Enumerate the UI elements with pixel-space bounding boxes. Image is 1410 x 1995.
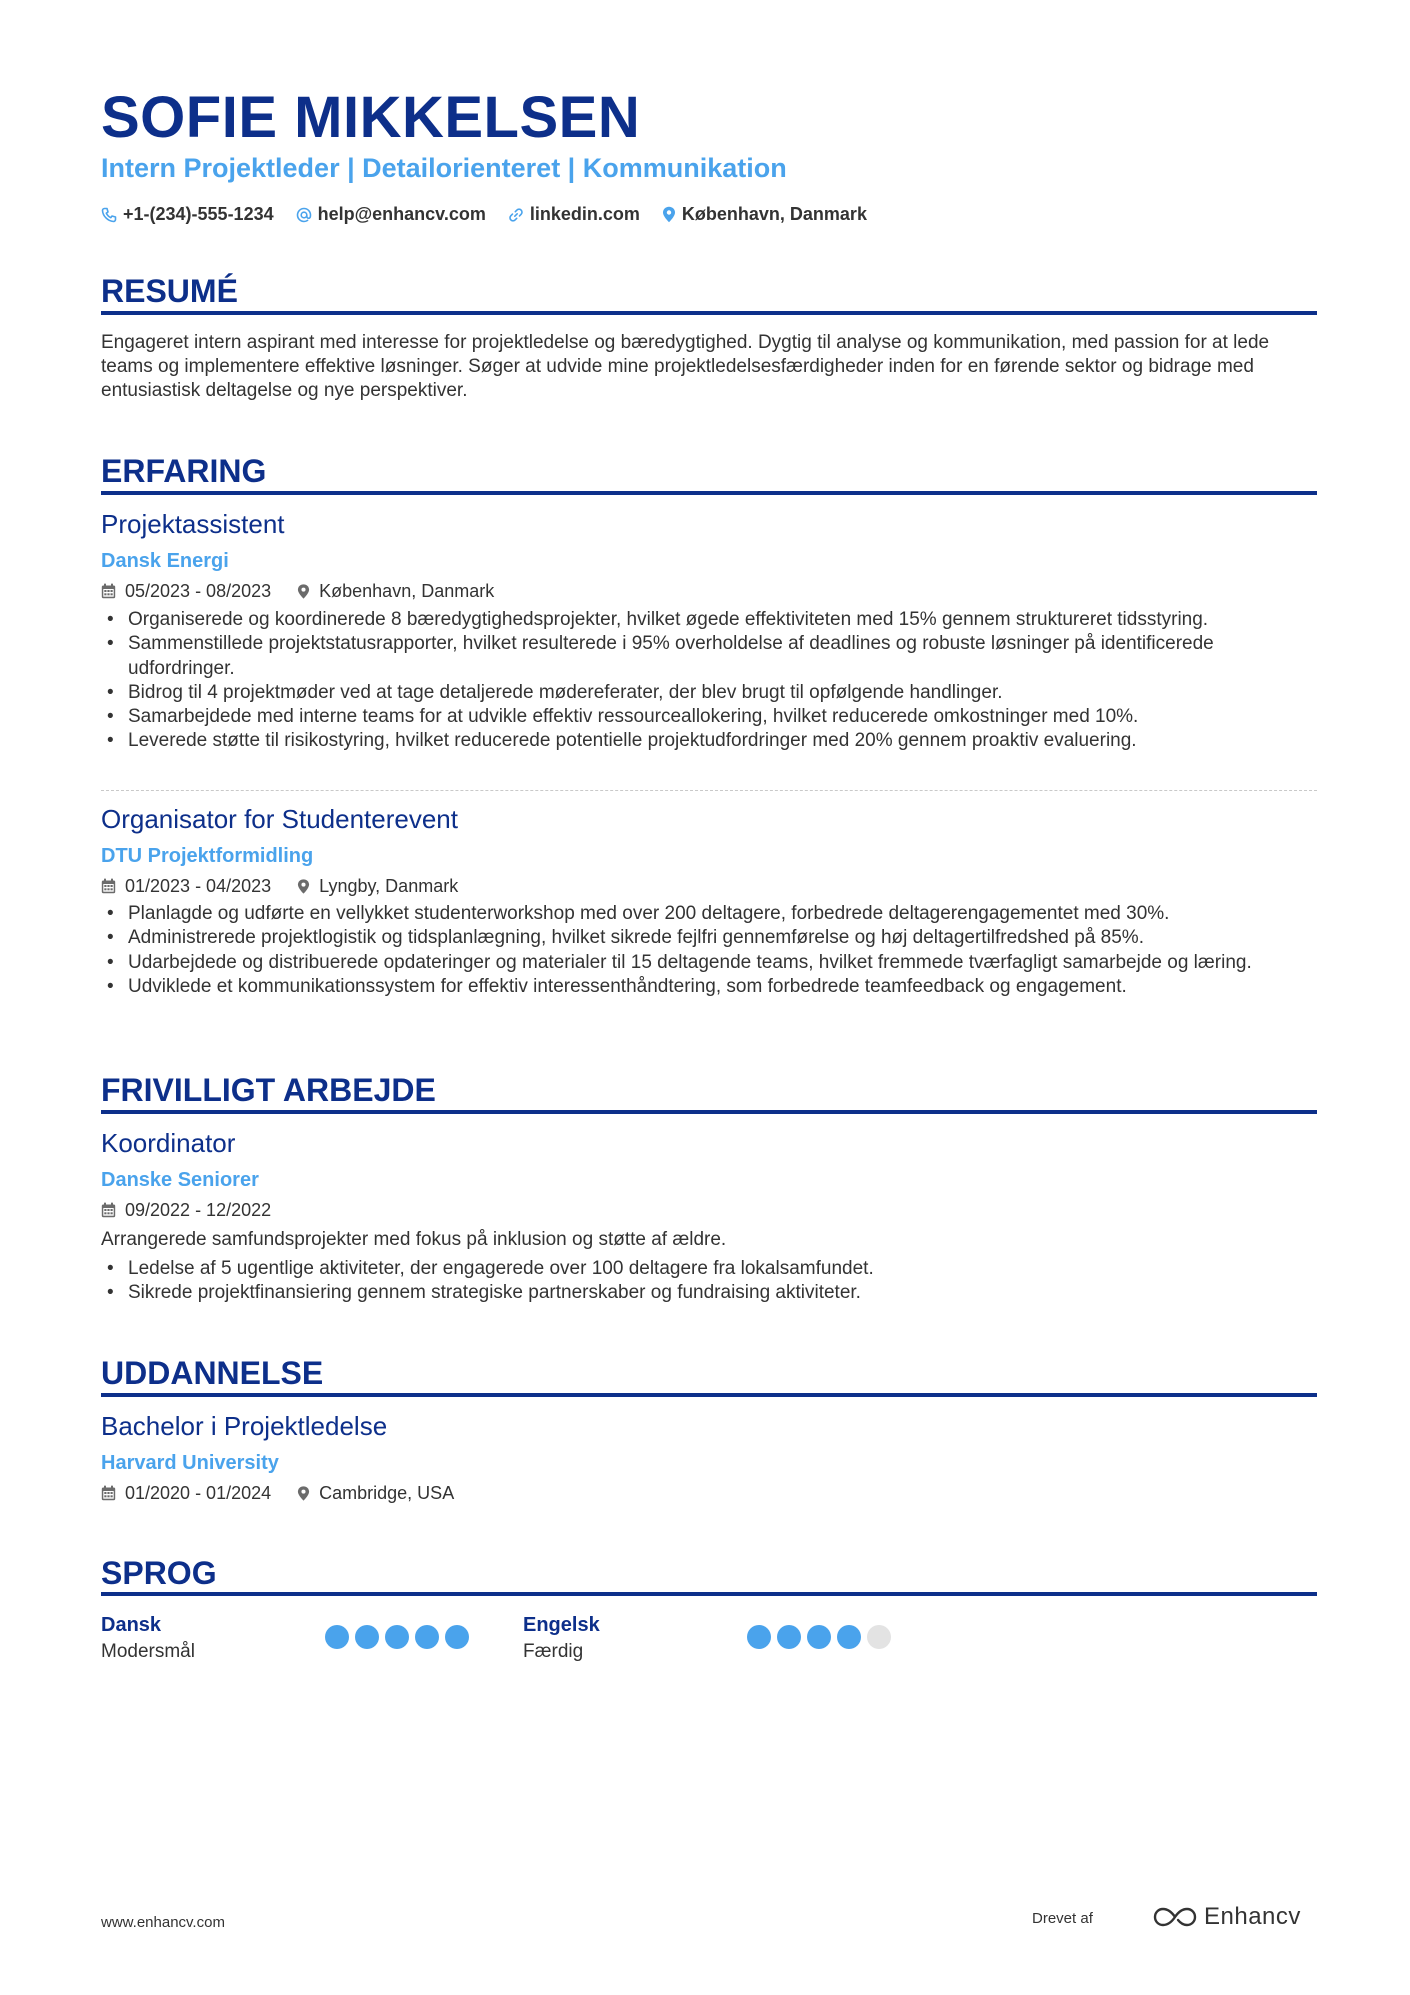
- education-dates: [101, 1481, 271, 1505]
- rating-dot-filled: [325, 1625, 349, 1649]
- job-title: Projektassistent: [101, 509, 285, 539]
- rating-dot-filled: [355, 1625, 379, 1649]
- job-dates: [101, 579, 271, 603]
- calendar-icon: [101, 1202, 116, 1218]
- contact-location: [662, 204, 867, 225]
- summary-heading: RESUMÉ: [101, 273, 238, 309]
- enhancv-infinity-icon: [1152, 1906, 1198, 1928]
- rating-dot-filled: [777, 1625, 801, 1649]
- rating-dot-filled: [807, 1625, 831, 1649]
- enhancv-logo[interactable]: [1152, 1903, 1301, 1931]
- education-rule: [101, 1393, 1317, 1397]
- calendar-icon: [101, 878, 116, 894]
- languages-rule: [101, 1592, 1317, 1596]
- job-company: DTU Projektformidling: [101, 845, 314, 867]
- volunteer-description: Arrangerede samfundsprojekter med fokus på inklusion og støtte af ældre.: [101, 1229, 727, 1250]
- candidate-title: Intern Projektleder | Detailorienteret | Kommunikation: [101, 153, 787, 183]
- summary-rule: [101, 311, 1317, 315]
- experience-heading: ERFARING: [101, 453, 267, 489]
- list-item: • Administrerede projektlogistik og tidsplanlægning, hvilket sikrede fejlfri gennemførelse og høj deltagertilfredshed på 85%.: [101, 926, 1317, 950]
- contact-linkedin[interactable]: [508, 204, 640, 225]
- language-level: Færdig: [523, 1641, 584, 1662]
- job-bullets: [101, 902, 1317, 999]
- list-item: • Sammenstillede projektstatusrapporter, hvilket resulterede i 95% overholdelse af deadlines og robuste løsninger på identificerede udfordringer.: [101, 632, 1317, 681]
- volunteer-heading: FRIVILLIGT ARBEJDE: [101, 1072, 436, 1108]
- contact-phone-text: +1-(234)-555-1234: [123, 204, 274, 224]
- location-pin-icon: [662, 206, 676, 223]
- entry-divider: [101, 790, 1317, 791]
- candidate-name: SOFIE MIKKELSEN: [101, 85, 641, 150]
- location-pin-icon: [297, 583, 310, 600]
- volunteer-dates-text: 09/2022 - 12/2022: [125, 1200, 272, 1220]
- language-rating: [325, 1625, 475, 1649]
- job-bullets: [101, 608, 1317, 754]
- job-location-text: Lyngby, Danmark: [319, 876, 459, 896]
- footer-powered-by: Drevet af: [1032, 1910, 1093, 1927]
- experience-rule: [101, 491, 1317, 495]
- location-pin-icon: [297, 1485, 310, 1502]
- job-company: Dansk Energi: [101, 550, 229, 572]
- job-title: Organisator for Studenterevent: [101, 804, 458, 834]
- contact-location-text: København, Danmark: [681, 204, 867, 224]
- calendar-icon: [101, 1485, 116, 1501]
- location-pin-icon: [297, 878, 310, 895]
- volunteer-bullets: [101, 1257, 1317, 1306]
- footer-website[interactable]: www.enhancv.com: [101, 1914, 225, 1931]
- list-item: • Ledelse af 5 ugentlige aktiviteter, der engagerede over 100 deltagere fra lokalsamfundet.: [101, 1257, 1317, 1281]
- list-item: • Organiserede og koordinerede 8 bæredygtighedsprojekter, hvilket øgede effektiviteten med 15% gennem struktureret tidsstyring.: [101, 608, 1317, 632]
- job-location: [297, 874, 458, 898]
- contact-email-text: help@enhancv.com: [317, 204, 486, 224]
- phone-icon: [101, 207, 117, 223]
- language-name: Engelsk: [523, 1614, 600, 1636]
- list-item: • Samarbejdede med interne teams for at udvikle effektiv ressourceallokering, hvilket reducerede omkostninger med 10%.: [101, 705, 1317, 729]
- job-dates-text: 05/2023 - 08/2023: [125, 581, 272, 601]
- volunteer-title: Koordinator: [101, 1128, 236, 1158]
- at-sign-icon: [296, 207, 312, 223]
- list-item: • Bidrog til 4 projektmøder ved at tage detaljerede mødereferater, der blev brugt til opfølgende handlinger.: [101, 681, 1317, 705]
- language-level: Modersmål: [101, 1641, 195, 1662]
- job-dates: [101, 874, 271, 898]
- rating-dot-filled: [415, 1625, 439, 1649]
- volunteer-rule: [101, 1110, 1317, 1114]
- job-location-text: København, Danmark: [319, 581, 495, 601]
- job-dates-text: 01/2023 - 04/2023: [125, 876, 272, 896]
- list-item: • Planlagde og udførte en vellykket studenterworkshop med over 200 deltagere, forbedrede deltagerengagementet med 30%.: [101, 902, 1317, 926]
- education-location-text: Cambridge, USA: [319, 1483, 455, 1503]
- volunteer-organization: Danske Seniorer: [101, 1169, 259, 1191]
- contact-bar: [101, 204, 889, 225]
- summary-text: Engageret intern aspirant med interesse for projektledelse og bæredygtighed. Dygtig til analyse og kommunikation, med passion for at lede teams og implementere effektive løsninger. Søger at udvide mine projektledelsesfærdigheder inden for en førende sektor og bidrage med entusiastisk deltagelse og nye perspektiver.: [101, 332, 1270, 401]
- list-item: • Leverede støtte til risikostyring, hvilket reducerede potentielle projektudfordringer med 20% gennem proaktiv evaluering.: [101, 729, 1317, 753]
- rating-dot-filled: [747, 1625, 771, 1649]
- rating-dot-filled: [837, 1625, 861, 1649]
- volunteer-dates: [101, 1198, 271, 1222]
- education-heading: UDDANNELSE: [101, 1355, 324, 1391]
- job-location: [297, 579, 494, 603]
- rating-dot-filled: [445, 1625, 469, 1649]
- link-icon: [508, 207, 524, 223]
- enhancv-brand-text: Enhancv: [1204, 1903, 1301, 1930]
- rating-dot-filled: [385, 1625, 409, 1649]
- contact-email[interactable]: [296, 204, 486, 225]
- education-location: [297, 1481, 454, 1505]
- list-item: • Udviklede et kommunikationssystem for effektiv interessenthåndtering, som forbedrede teamfeedback og engagement.: [101, 975, 1317, 999]
- education-meta: [101, 1481, 480, 1505]
- education-dates-text: 01/2020 - 01/2024: [125, 1483, 272, 1503]
- calendar-icon: [101, 583, 116, 599]
- language-rating: [747, 1625, 897, 1649]
- rating-dot-empty: [867, 1625, 891, 1649]
- job-meta: [101, 579, 520, 603]
- education-school: Harvard University: [101, 1452, 279, 1474]
- volunteer-meta: [101, 1198, 297, 1222]
- education-degree: Bachelor i Projektledelse: [101, 1411, 388, 1441]
- list-item: • Sikrede projektfinansiering gennem strategiske partnerskaber og fundraising aktiviteter.: [101, 1281, 1317, 1305]
- contact-phone[interactable]: [101, 204, 274, 225]
- job-meta: [101, 874, 484, 898]
- language-name: Dansk: [101, 1614, 162, 1636]
- languages-heading: SPROG: [101, 1555, 217, 1591]
- list-item: • Udarbejdede og distribuerede opdateringer og materialer til 15 deltagende teams, hvilket fremmede tværfagligt samarbejde og læring.: [101, 951, 1317, 975]
- contact-linkedin-text: linkedin.com: [529, 204, 640, 224]
